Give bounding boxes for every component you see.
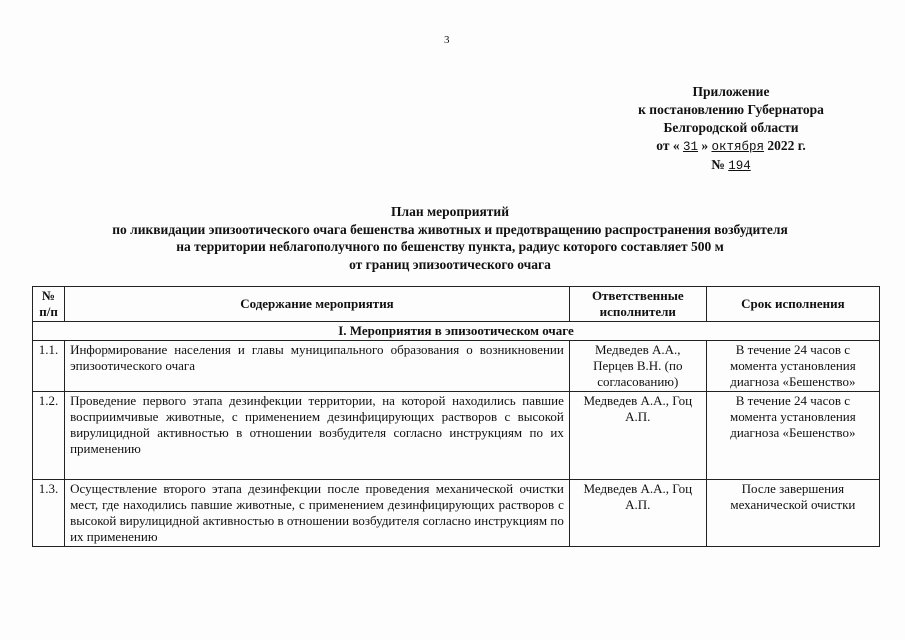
appendix-day: 31 [682, 140, 698, 154]
row-number: 1.1. [33, 341, 65, 392]
row-term: В течение 24 часов с момента установления диагноза «Бешенство» [706, 392, 879, 480]
page-number: 3 [444, 34, 450, 46]
section-title: I. Мероприятия в эпизоотическом очаге [33, 322, 880, 341]
row-number: 1.2. [33, 392, 65, 480]
row-responsible: Медведев А.А., Гоц А.П. [569, 392, 706, 480]
appendix-month: октября [711, 140, 764, 154]
appendix-number: № 194 [711, 157, 751, 173]
table-row [33, 392, 880, 480]
section-row [33, 322, 880, 341]
table-header-row [33, 287, 880, 322]
row-term: В течение 24 часов с момента установления диагноза «Бешенство» [706, 341, 879, 392]
header-responsible: Ответственные исполнители [569, 287, 706, 322]
appendix-year: 2022 г. [767, 138, 806, 153]
appendix-date: от « 31 » октября 2022 г. [656, 138, 806, 154]
appendix-title: Приложение [692, 84, 770, 99]
document-title: План мероприятий по ликвидации эпизоотического очага бешенства животных и предотвращению распространения возбудителя на территории неблагополучного по бешенству пункта, радиус которого составляет 500 м от границ эпизоотического очага [112, 204, 788, 272]
appendix-block [601, 83, 861, 175]
table-row [33, 480, 880, 547]
appendix-line-2: к постановлению Губернатора [638, 102, 824, 117]
header-term: Срок исполнения [706, 287, 879, 322]
row-responsible: Медведев А.А., Перцев В.Н. (по согласованию) [569, 341, 706, 392]
appendix-line-3: Белгородской области [663, 120, 799, 135]
row-number: 1.3. [33, 480, 65, 547]
row-content: Проведение первого этапа дезинфекции территории, на которой находились павшие восприимчивые животные, с применением дезинфицирующих растворов с высокой вирулицидной активностью в отношении возбудителя согласно инструкциям по их применению [65, 392, 570, 480]
row-term: После завершения механической очистки [706, 480, 879, 547]
row-content: Информирование населения и главы муниципального образования о возникновении эпизоотического очага [65, 341, 570, 392]
table-row [33, 341, 880, 392]
row-responsible: Медведев А.А., Гоц А.П. [569, 480, 706, 547]
header-content: Содержание мероприятия [65, 287, 570, 322]
header-number: № п/п [33, 287, 65, 322]
row-content: Осуществление второго этапа дезинфекции после проведения механической очистки мест, где находились павшие животные, с применением дезинфицирующих растворов с высокой вирулицидной активностью в отношении возбудителя согласно инструкциям по их применению [65, 480, 570, 547]
measures-table [32, 286, 880, 547]
